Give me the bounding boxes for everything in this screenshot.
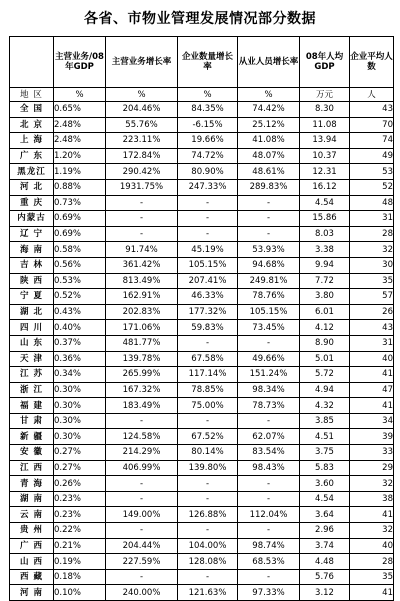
- avg-staff-cell: 41: [350, 585, 394, 601]
- emp-growth-cell: 73.45%: [238, 320, 300, 336]
- gdp-pc-cell: 3.64: [300, 507, 350, 523]
- table-row: [10, 117, 394, 133]
- avg-staff-cell: 28: [350, 554, 394, 570]
- gdp-pc-cell: 8.03: [300, 226, 350, 242]
- region-cell: 河 北: [10, 179, 54, 195]
- rev-growth-cell: -: [106, 569, 178, 585]
- header-cell-emp-growth: 从业人员增长率: [238, 37, 300, 88]
- ratio-cell: 0.10%: [54, 585, 106, 601]
- rev-growth-cell: 204.46%: [106, 102, 178, 118]
- rev-growth-cell: 1931.75%: [106, 179, 178, 195]
- gdp-pc-cell: 3.12: [300, 585, 350, 601]
- emp-growth-cell: 68.53%: [238, 554, 300, 570]
- gdp-pc-cell: 4.32: [300, 398, 350, 414]
- firm-growth-cell: 59.83%: [178, 320, 238, 336]
- data-table: [9, 36, 394, 601]
- table-row: [10, 569, 394, 585]
- ratio-cell: 0.30%: [54, 382, 106, 398]
- ratio-cell: 0.40%: [54, 320, 106, 336]
- gdp-pc-cell: 9.94: [300, 257, 350, 273]
- ratio-cell: 0.36%: [54, 351, 106, 367]
- region-cell: 海 南: [10, 242, 54, 258]
- region-cell: 河 南: [10, 585, 54, 601]
- table-row: [10, 351, 394, 367]
- avg-staff-cell: 49: [350, 148, 394, 164]
- region-cell: 黑龙江: [10, 164, 54, 180]
- gdp-pc-cell: 3.60: [300, 476, 350, 492]
- rev-growth-cell: 124.58%: [106, 429, 178, 445]
- region-cell: 安 徽: [10, 445, 54, 461]
- ratio-cell: 0.53%: [54, 273, 106, 289]
- region-cell: 吉 林: [10, 257, 54, 273]
- header-cell-region: [10, 37, 54, 88]
- firm-growth-cell: 117.14%: [178, 367, 238, 383]
- header-cell-firm-growth: 企业数量增长率: [178, 37, 238, 88]
- region-cell: 四 川: [10, 320, 54, 336]
- region-cell: 陕 西: [10, 273, 54, 289]
- rev-growth-cell: 55.76%: [106, 117, 178, 133]
- table-row: [10, 538, 394, 554]
- rev-growth-cell: 183.49%: [106, 398, 178, 414]
- ratio-cell: 0.88%: [54, 179, 106, 195]
- ratio-cell: 0.69%: [54, 211, 106, 227]
- avg-staff-cell: 26: [350, 304, 394, 320]
- emp-growth-cell: 105.15%: [238, 304, 300, 320]
- ratio-cell: 1.20%: [54, 148, 106, 164]
- avg-staff-cell: 34: [350, 413, 394, 429]
- rev-growth-cell: -: [106, 413, 178, 429]
- ratio-cell: 0.30%: [54, 429, 106, 445]
- rev-growth-cell: -: [106, 211, 178, 227]
- ratio-cell: 0.27%: [54, 460, 106, 476]
- avg-staff-cell: 70: [350, 117, 394, 133]
- avg-staff-cell: 40: [350, 538, 394, 554]
- avg-staff-cell: 32: [350, 242, 394, 258]
- ratio-cell: 2.48%: [54, 117, 106, 133]
- ratio-cell: 0.73%: [54, 195, 106, 211]
- region-cell: 甘 肃: [10, 413, 54, 429]
- firm-growth-cell: 19.66%: [178, 133, 238, 149]
- table-row: [10, 460, 394, 476]
- gdp-pc-cell: 4.12: [300, 320, 350, 336]
- table-row: [10, 554, 394, 570]
- table-row: [10, 585, 394, 601]
- gdp-pc-cell: 3.74: [300, 538, 350, 554]
- rev-growth-cell: 214.29%: [106, 445, 178, 461]
- emp-growth-cell: -: [238, 195, 300, 211]
- ratio-cell: 0.30%: [54, 398, 106, 414]
- rev-growth-cell: 204.44%: [106, 538, 178, 554]
- emp-growth-cell: 289.83%: [238, 179, 300, 195]
- table-row: [10, 164, 394, 180]
- region-cell: 山 西: [10, 554, 54, 570]
- region-cell: 天 津: [10, 351, 54, 367]
- rev-growth-cell: 240.00%: [106, 585, 178, 601]
- avg-staff-cell: 32: [350, 523, 394, 539]
- firm-growth-cell: 104.00%: [178, 538, 238, 554]
- avg-staff-cell: 53: [350, 164, 394, 180]
- avg-staff-cell: 38: [350, 491, 394, 507]
- firm-growth-cell: 177.32%: [178, 304, 238, 320]
- header-cell-rev-growth: 主营业务增长率: [106, 37, 178, 88]
- table-row: [10, 429, 394, 445]
- gdp-pc-cell: 2.96: [300, 523, 350, 539]
- emp-growth-cell: 98.74%: [238, 538, 300, 554]
- gdp-pc-cell: 4.54: [300, 491, 350, 507]
- region-cell: 江 西: [10, 460, 54, 476]
- gdp-pc-cell: 16.12: [300, 179, 350, 195]
- emp-growth-cell: 25.12%: [238, 117, 300, 133]
- emp-growth-cell: -: [238, 335, 300, 351]
- firm-growth-cell: 74.72%: [178, 148, 238, 164]
- rev-growth-cell: 91.74%: [106, 242, 178, 258]
- table-row: [10, 476, 394, 492]
- firm-growth-cell: 139.80%: [178, 460, 238, 476]
- table-row: [10, 257, 394, 273]
- ratio-cell: 0.22%: [54, 523, 106, 539]
- gdp-pc-cell: 5.83: [300, 460, 350, 476]
- avg-staff-cell: 40: [350, 351, 394, 367]
- emp-growth-cell: -: [238, 226, 300, 242]
- ratio-cell: 0.26%: [54, 476, 106, 492]
- ratio-cell: 0.23%: [54, 507, 106, 523]
- avg-staff-cell: 35: [350, 273, 394, 289]
- firm-growth-cell: -: [178, 211, 238, 227]
- region-cell: 贵 州: [10, 523, 54, 539]
- firm-growth-cell: -: [178, 476, 238, 492]
- unit-cell-gdp-pc: 万元: [300, 88, 350, 102]
- region-cell: 广 东: [10, 148, 54, 164]
- emp-growth-cell: -: [238, 476, 300, 492]
- ratio-cell: 0.19%: [54, 554, 106, 570]
- table-row: [10, 289, 394, 305]
- ratio-cell: 0.52%: [54, 289, 106, 305]
- avg-staff-cell: 32: [350, 476, 394, 492]
- table-row: [10, 179, 394, 195]
- ratio-cell: 0.43%: [54, 304, 106, 320]
- region-cell: 内蒙古: [10, 211, 54, 227]
- avg-staff-cell: 74: [350, 133, 394, 149]
- avg-staff-cell: 28: [350, 226, 394, 242]
- rev-growth-cell: -: [106, 476, 178, 492]
- gdp-pc-cell: 15.86: [300, 211, 350, 227]
- firm-growth-cell: 105.15%: [178, 257, 238, 273]
- firm-growth-cell: 80.90%: [178, 164, 238, 180]
- region-cell: 湖 南: [10, 491, 54, 507]
- gdp-pc-cell: 5.76: [300, 569, 350, 585]
- region-cell: 福 建: [10, 398, 54, 414]
- emp-growth-cell: 78.76%: [238, 289, 300, 305]
- region-cell: 广 西: [10, 538, 54, 554]
- ratio-cell: 0.58%: [54, 242, 106, 258]
- gdp-pc-cell: 3.80: [300, 289, 350, 305]
- firm-growth-cell: 75.00%: [178, 398, 238, 414]
- emp-growth-cell: -: [238, 491, 300, 507]
- ratio-cell: 0.65%: [54, 102, 106, 118]
- ratio-cell: 0.23%: [54, 491, 106, 507]
- header-row: [10, 37, 394, 88]
- header-cell-avg-staff: 企业平均人数: [350, 37, 394, 88]
- avg-staff-cell: 31: [350, 335, 394, 351]
- gdp-pc-cell: 3.85: [300, 413, 350, 429]
- unit-cell-avg-staff: 人: [350, 88, 394, 102]
- gdp-pc-cell: 4.94: [300, 382, 350, 398]
- firm-growth-cell: -: [178, 523, 238, 539]
- rev-growth-cell: 406.99%: [106, 460, 178, 476]
- emp-growth-cell: -: [238, 211, 300, 227]
- firm-growth-cell: 46.33%: [178, 289, 238, 305]
- region-cell: 重 庆: [10, 195, 54, 211]
- rev-growth-cell: 223.11%: [106, 133, 178, 149]
- avg-staff-cell: 33: [350, 445, 394, 461]
- gdp-pc-cell: 3.38: [300, 242, 350, 258]
- avg-staff-cell: 41: [350, 367, 394, 383]
- avg-staff-cell: 39: [350, 429, 394, 445]
- table-row: [10, 382, 394, 398]
- region-cell: 上 海: [10, 133, 54, 149]
- region-cell: 江 苏: [10, 367, 54, 383]
- gdp-pc-cell: 10.37: [300, 148, 350, 164]
- firm-growth-cell: -: [178, 335, 238, 351]
- rev-growth-cell: 162.91%: [106, 289, 178, 305]
- table-row: [10, 335, 394, 351]
- gdp-pc-cell: 8.30: [300, 102, 350, 118]
- emp-growth-cell: 94.68%: [238, 257, 300, 273]
- avg-staff-cell: 43: [350, 102, 394, 118]
- rev-growth-cell: 481.77%: [106, 335, 178, 351]
- emp-growth-cell: 83.54%: [238, 445, 300, 461]
- page-title: 各省、市物业管理发展情况部分数据: [84, 11, 316, 27]
- avg-staff-cell: 41: [350, 398, 394, 414]
- avg-staff-cell: 31: [350, 211, 394, 227]
- firm-growth-cell: -: [178, 413, 238, 429]
- emp-growth-cell: -: [238, 523, 300, 539]
- region-cell: 新 疆: [10, 429, 54, 445]
- rev-growth-cell: -: [106, 523, 178, 539]
- table-row: [10, 242, 394, 258]
- rev-growth-cell: 227.59%: [106, 554, 178, 570]
- gdp-pc-cell: 5.01: [300, 351, 350, 367]
- table-row: [10, 211, 394, 227]
- emp-growth-cell: 151.24%: [238, 367, 300, 383]
- firm-growth-cell: -: [178, 569, 238, 585]
- firm-growth-cell: 45.19%: [178, 242, 238, 258]
- emp-growth-cell: 97.33%: [238, 585, 300, 601]
- ratio-cell: 0.56%: [54, 257, 106, 273]
- region-cell: 西 藏: [10, 569, 54, 585]
- unit-cell-firm-growth: %: [178, 88, 238, 102]
- table-row: [10, 445, 394, 461]
- gdp-pc-cell: 8.90: [300, 335, 350, 351]
- table-row: [10, 523, 394, 539]
- region-cell: 山 东: [10, 335, 54, 351]
- table-row: [10, 491, 394, 507]
- avg-staff-cell: 57: [350, 289, 394, 305]
- firm-growth-cell: -: [178, 226, 238, 242]
- emp-growth-cell: 48.61%: [238, 164, 300, 180]
- firm-growth-cell: 247.33%: [178, 179, 238, 195]
- region-cell: 辽 宁: [10, 226, 54, 242]
- emp-growth-cell: -: [238, 569, 300, 585]
- firm-growth-cell: -: [178, 195, 238, 211]
- gdp-pc-cell: 4.51: [300, 429, 350, 445]
- emp-growth-cell: 78.73%: [238, 398, 300, 414]
- header-cell-ratio: 主营业务/08年GDP: [54, 37, 106, 88]
- firm-growth-cell: 80.14%: [178, 445, 238, 461]
- ratio-cell: 0.27%: [54, 445, 106, 461]
- ratio-cell: 0.37%: [54, 335, 106, 351]
- table-row: [10, 273, 394, 289]
- unit-row: [10, 88, 394, 102]
- firm-growth-cell: -: [178, 491, 238, 507]
- emp-growth-cell: 53.93%: [238, 242, 300, 258]
- ratio-cell: 0.18%: [54, 569, 106, 585]
- unit-cell-ratio: %: [54, 88, 106, 102]
- emp-growth-cell: 249.81%: [238, 273, 300, 289]
- rev-growth-cell: 813.49%: [106, 273, 178, 289]
- firm-growth-cell: 128.08%: [178, 554, 238, 570]
- emp-growth-cell: 49.66%: [238, 351, 300, 367]
- firm-growth-cell: -6.15%: [178, 117, 238, 133]
- gdp-pc-cell: 4.48: [300, 554, 350, 570]
- region-cell: 湖 北: [10, 304, 54, 320]
- emp-growth-cell: 74.42%: [238, 102, 300, 118]
- emp-growth-cell: -: [238, 413, 300, 429]
- firm-growth-cell: 84.35%: [178, 102, 238, 118]
- firm-growth-cell: 121.63%: [178, 585, 238, 601]
- emp-growth-cell: 98.43%: [238, 460, 300, 476]
- firm-growth-cell: 78.85%: [178, 382, 238, 398]
- table-row: [10, 320, 394, 336]
- emp-growth-cell: 112.04%: [238, 507, 300, 523]
- region-cell: 宁 夏: [10, 289, 54, 305]
- ratio-cell: 0.30%: [54, 413, 106, 429]
- firm-growth-cell: 67.52%: [178, 429, 238, 445]
- rev-growth-cell: -: [106, 491, 178, 507]
- avg-staff-cell: 29: [350, 460, 394, 476]
- emp-growth-cell: 62.07%: [238, 429, 300, 445]
- rev-growth-cell: 171.06%: [106, 320, 178, 336]
- rev-growth-cell: -: [106, 195, 178, 211]
- emp-growth-cell: 98.34%: [238, 382, 300, 398]
- table-row: [10, 507, 394, 523]
- ratio-cell: 0.21%: [54, 538, 106, 554]
- rev-growth-cell: 149.00%: [106, 507, 178, 523]
- ratio-cell: 0.34%: [54, 367, 106, 383]
- firm-growth-cell: 67.58%: [178, 351, 238, 367]
- region-cell: 全 国: [10, 102, 54, 118]
- firm-growth-cell: 126.88%: [178, 507, 238, 523]
- avg-staff-cell: 35: [350, 569, 394, 585]
- unit-cell-rev-growth: %: [106, 88, 178, 102]
- gdp-pc-cell: 12.31: [300, 164, 350, 180]
- region-cell: 浙 江: [10, 382, 54, 398]
- gdp-pc-cell: 13.94: [300, 133, 350, 149]
- avg-staff-cell: 41: [350, 507, 394, 523]
- rev-growth-cell: 361.42%: [106, 257, 178, 273]
- avg-staff-cell: 52: [350, 179, 394, 195]
- table-row: [10, 226, 394, 242]
- gdp-pc-cell: 5.72: [300, 367, 350, 383]
- gdp-pc-cell: 3.75: [300, 445, 350, 461]
- unit-cell-emp-growth: %: [238, 88, 300, 102]
- rev-growth-cell: 265.99%: [106, 367, 178, 383]
- rev-growth-cell: 202.83%: [106, 304, 178, 320]
- rev-growth-cell: 139.78%: [106, 351, 178, 367]
- gdp-pc-cell: 4.54: [300, 195, 350, 211]
- avg-staff-cell: 43: [350, 320, 394, 336]
- table-row: [10, 367, 394, 383]
- rev-growth-cell: -: [106, 226, 178, 242]
- emp-growth-cell: 48.07%: [238, 148, 300, 164]
- table-row: [10, 195, 394, 211]
- region-cell: 北 京: [10, 117, 54, 133]
- region-cell: 青 海: [10, 476, 54, 492]
- avg-staff-cell: 47: [350, 382, 394, 398]
- avg-staff-cell: 48: [350, 195, 394, 211]
- ratio-cell: 0.69%: [54, 226, 106, 242]
- rev-growth-cell: 172.84%: [106, 148, 178, 164]
- gdp-pc-cell: 11.08: [300, 117, 350, 133]
- table-row: [10, 413, 394, 429]
- region-cell: 云 南: [10, 507, 54, 523]
- rev-growth-cell: 290.42%: [106, 164, 178, 180]
- gdp-pc-cell: 6.01: [300, 304, 350, 320]
- avg-staff-cell: 30: [350, 257, 394, 273]
- firm-growth-cell: 207.41%: [178, 273, 238, 289]
- ratio-cell: 1.19%: [54, 164, 106, 180]
- table-row: [10, 102, 394, 118]
- table-row: [10, 304, 394, 320]
- table-row: [10, 148, 394, 164]
- gdp-pc-cell: 7.72: [300, 273, 350, 289]
- rev-growth-cell: 167.32%: [106, 382, 178, 398]
- unit-cell-region: 地 区: [10, 88, 54, 102]
- emp-growth-cell: 41.08%: [238, 133, 300, 149]
- table-row: [10, 398, 394, 414]
- header-cell-gdp-pc: 08年人均GDP: [300, 37, 350, 88]
- ratio-cell: 2.48%: [54, 133, 106, 149]
- table-row: [10, 133, 394, 149]
